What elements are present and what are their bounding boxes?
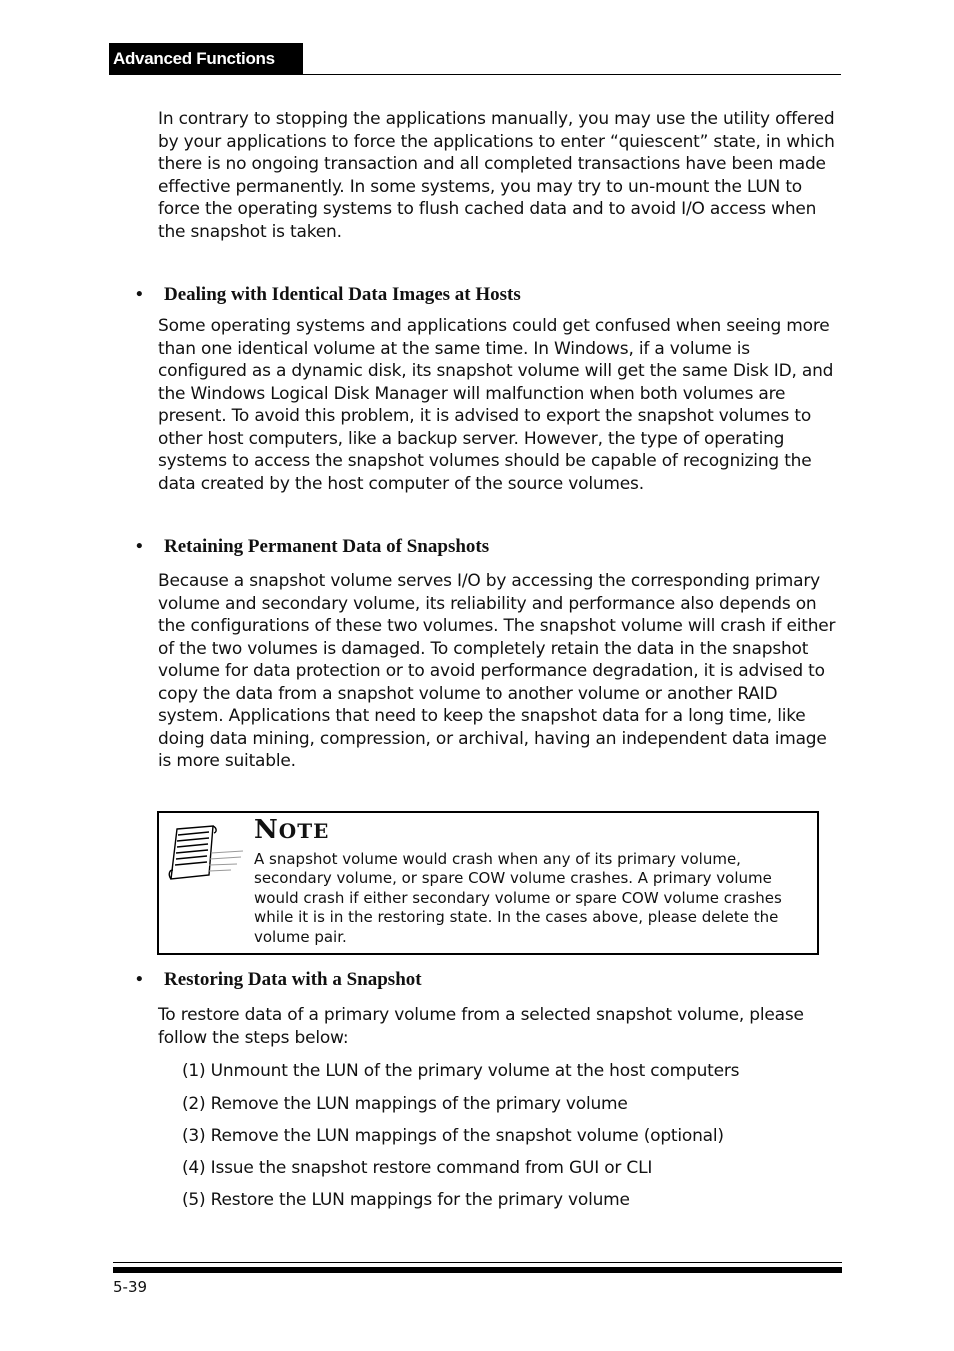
heading-text: Dealing with Identical Data Images at Hosts [164,284,521,305]
note-box [157,811,819,955]
section-title: Advanced Functions [113,49,275,68]
list-item-step-3: (3) Remove the LUN mappings of the snapshot volume (optional) [182,1126,724,1146]
footer-rule-thin [113,1262,842,1263]
bullet-marker: • [136,284,143,305]
note-paper-icon [167,823,245,887]
page-number: 5-39 [113,1278,148,1296]
list-item-step-2: (2) Remove the LUN mappings of the primary volume [182,1094,628,1114]
section-heading-restoring-data [136,969,422,991]
retaining-data-paragraph: Because a snapshot volume serves I/O by accessing the corresponding primary volume and secondary volume, its reliability and performance also depends on the configurations of these two volumes. The snapshot volume will crash if either of the two volumes is damaged. To completely retain the data in the snapshot volume for data protection or to avoid performance degradation, it is advised to copy the data from a snapshot volume to another volume or another RAID system. Applications that need to keep the snapshot data for a long time, like doing data mining, compression, or archival, having an independent data image is more suitable. [158,571,836,771]
list-item-step-4: (4) Issue the snapshot restore command from GUI or CLI [182,1158,653,1178]
bullet-marker: • [136,969,143,990]
note-title: NOTE [254,815,330,845]
restoring-data-paragraph: To restore data of a primary volume from a selected snapshot volume, please follow the steps below: [158,1005,804,1048]
identical-images-paragraph: Some operating systems and applications could get confused when seeing more than one identical volume at the same time. In Windows, if a volume is configured as a dynamic disk, its snapshot volume will get the same Disk ID, and the Windows Logical Disk Manager will malfunction when both volumes are present. To avoid this problem, it is advised to export the snapshot volumes to other host computers, like a backup server. However, the type of operating systems to access the snapshot volumes should be capable of recognizing the data created by the host computer of the source volumes. [158,316,834,494]
section-header-tab [109,43,303,75]
list-item-step-5: (5) Restore the LUN mappings for the primary volume [182,1190,630,1210]
heading-text: Restoring Data with a Snapshot [164,969,422,990]
footer-rule-thick [113,1267,842,1273]
bullet-marker: • [136,536,143,557]
section-heading-identical-images [136,284,521,306]
header-rule [303,74,841,75]
note-text: A snapshot volume would crash when any of its primary volume, secondary volume, or spare COW volume crashes. A primary volume would crash if either secondary volume or spare COW volume crashes while it is in the restoring state. In the cases above, please delete the volume pair. [254,850,782,946]
heading-text: Retaining Permanent Data of Snapshots [164,536,490,557]
list-item-step-1: (1) Unmount the LUN of the primary volume at the host computers [182,1061,740,1081]
section-heading-retaining-data [136,536,489,558]
intro-paragraph: In contrary to stopping the applications manually, you may use the utility offered by your applications to force the applications to enter “quiescent” state, in which there is no ongoing transaction and all completed transactions have been made effective permanently. In some systems, you may try to un-mount the LUN to force the operating systems to flush cached data and to avoid I/O access when the snapshot is taken. [158,109,835,242]
